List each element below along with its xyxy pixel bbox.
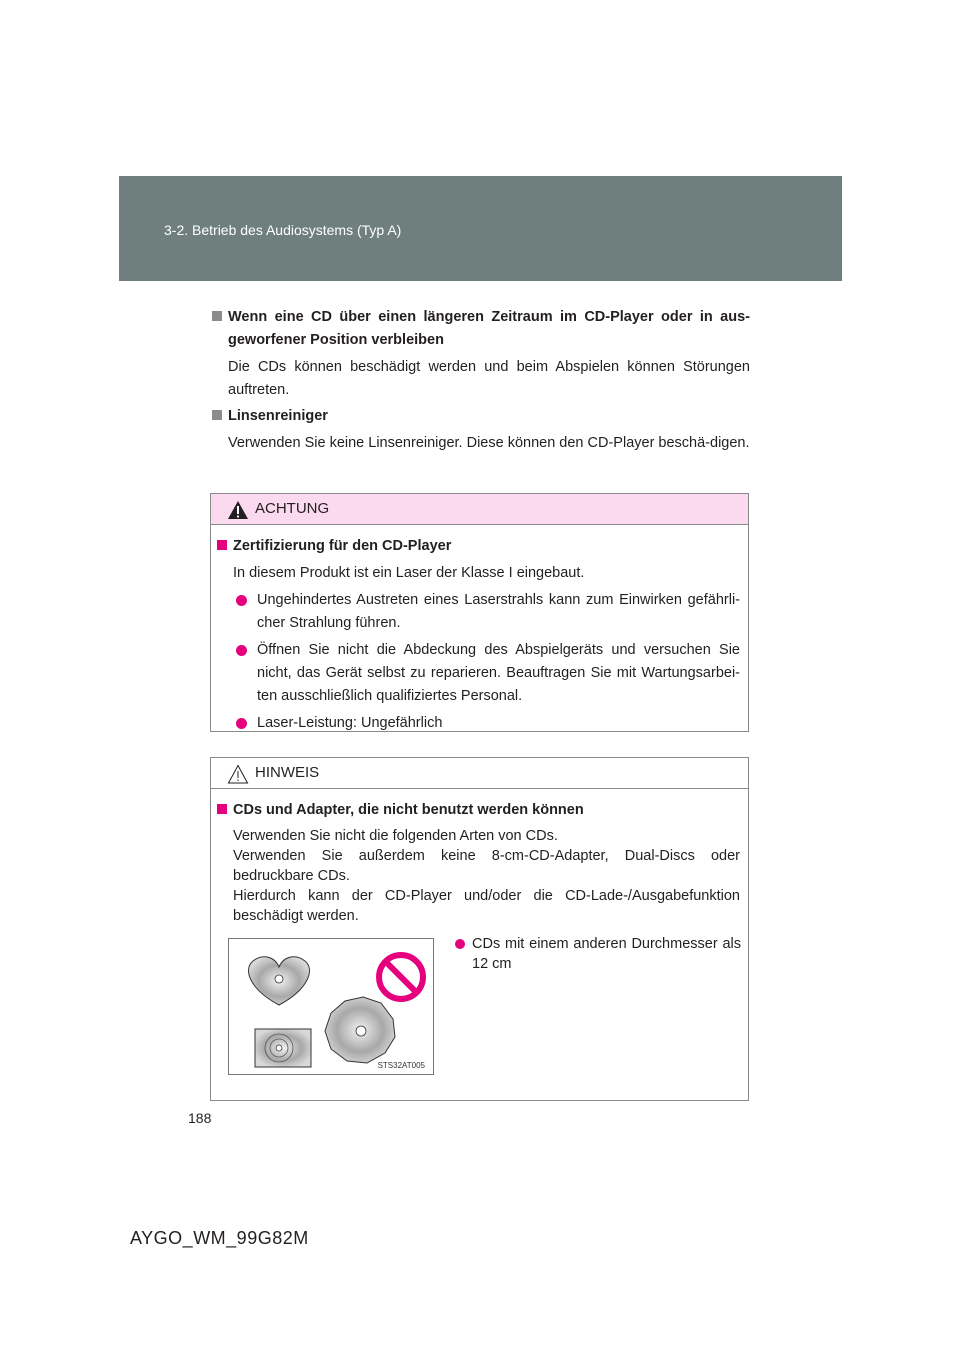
achtung-bullet: Ungehindertes Austreten eines Laserstrahls kann zum Einwirken gefährli-cher Strahlung führen. <box>217 589 740 635</box>
non-standard-cds-icon <box>229 939 433 1074</box>
warning-triangle-outline-icon <box>227 764 249 788</box>
image-code: STS32AT005 <box>377 1061 425 1070</box>
intro-item1-title: Wenn eine CD über einen längeren Zeitraum im CD-Player oder in aus-geworfener Position verbleiben <box>212 306 750 352</box>
hinweis-text: Verwenden Sie nicht die folgenden Arten von CDs. Verwenden Sie außerdem keine 8-cm-CD-Adapter, Dual-Discs oder bedruckbare CDs. Hierdurch kann der CD-Player und/oder die CD-Lade-/Ausgabefunktion beschädigt werden. <box>233 828 740 924</box>
achtung-body <box>211 525 748 735</box>
achtung-box <box>210 493 749 732</box>
intro-item2-title: Linsenreiniger <box>212 405 750 428</box>
intro-item1-text: Die CDs können beschädigt werden und beim Abspielen können Störungen auftreten. <box>228 359 750 398</box>
footer-code: AYGO_WM_99G82M <box>130 1228 309 1248</box>
hinweis-header <box>211 758 748 789</box>
section-header-bar <box>119 176 842 281</box>
bullet-dot-icon <box>236 595 247 606</box>
hinweis-bullet: CDs mit einem anderen Durchmesser als 12 cm <box>455 934 741 974</box>
square-bullet-icon <box>217 540 227 550</box>
square-bullet-icon <box>212 311 222 321</box>
hinweis-label: HINWEIS <box>255 764 320 781</box>
achtung-text: In diesem Produkt ist ein Laser der Klasse I eingebaut. <box>233 565 585 581</box>
cd-types-illustration <box>228 938 434 1075</box>
bullet-dot-icon <box>236 645 247 656</box>
bullet-dot-icon <box>236 718 247 729</box>
achtung-bullet: Laser-Leistung: Ungefährlich <box>217 712 740 735</box>
section-title: 3-2. Betrieb des Audiosystems (Typ A) <box>164 222 402 238</box>
square-bullet-icon <box>212 410 222 420</box>
hinweis-body <box>211 789 748 926</box>
achtung-title: Zertifizierung für den CD-Player <box>217 535 740 558</box>
intro-item2-text: Verwenden Sie keine Linsenreiniger. Diese können den CD-Player beschä-digen. <box>228 435 750 451</box>
square-bullet-icon <box>217 804 227 814</box>
hinweis-title: CDs und Adapter, die nicht benutzt werden können <box>217 799 740 822</box>
page-number: 188 <box>188 1110 212 1126</box>
bullet-dot-icon <box>455 939 465 949</box>
achtung-label: ACHTUNG <box>255 500 330 517</box>
warning-triangle-icon <box>227 500 249 524</box>
achtung-bullet: Öffnen Sie nicht die Abdeckung des Abspielgeräts und versuchen Sie nicht, das Gerät selbst zu reparieren. Beauftragen Sie mit Wartungsarbei-ten ausschließlich qualifiziertes Personal. <box>217 639 740 708</box>
intro-section <box>212 306 750 455</box>
achtung-header <box>211 494 748 525</box>
